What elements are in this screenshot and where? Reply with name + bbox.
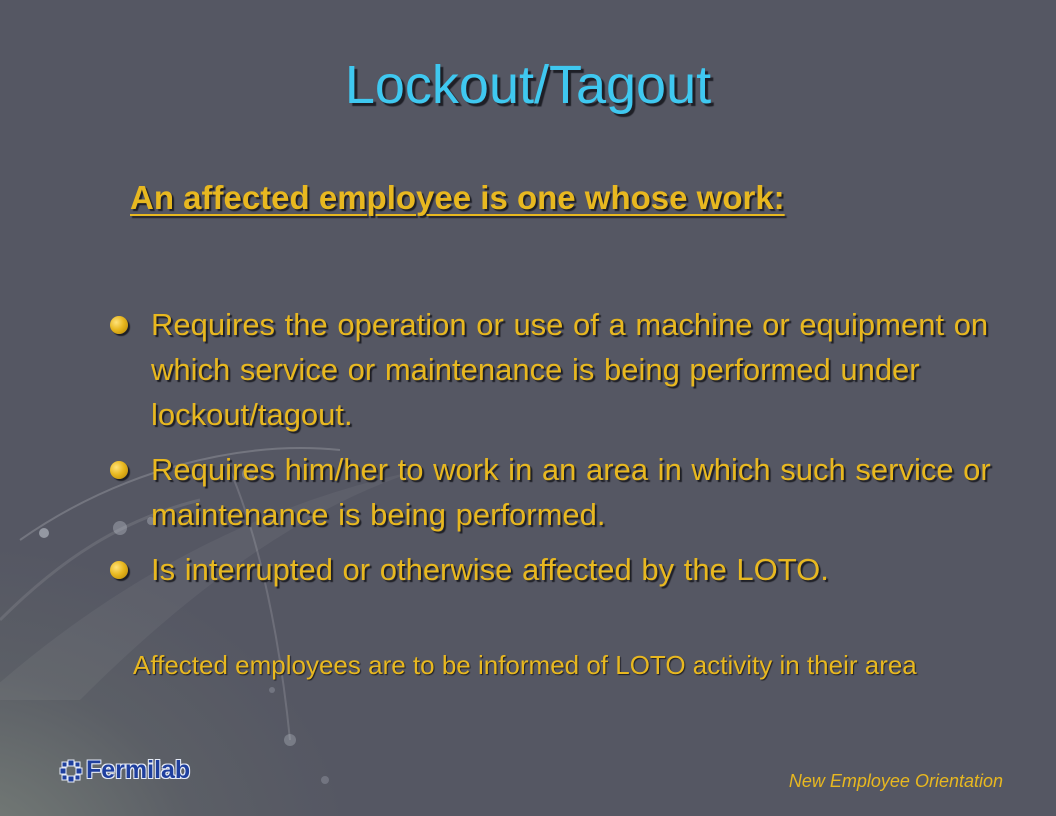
slide-title: Lockout/Tagout xyxy=(344,55,712,115)
logo-text: Fermilab xyxy=(86,756,191,784)
bullet-text: Requires the operation or use of a machine or equipment on which service or maintenance is being performed under lockout/tagout. xyxy=(151,307,989,432)
bullet-item xyxy=(110,447,1035,537)
note-text: Affected employees are to be informed of LOTO activity in their area xyxy=(133,650,917,680)
bullet-text: Requires him/her to work in an area in which such service or maintenance is being performed. xyxy=(151,452,991,532)
slide-subtitle: An affected employee is one whose work: xyxy=(130,179,785,216)
bullet-dot-icon xyxy=(110,561,128,579)
fermilab-logo xyxy=(58,756,190,785)
bullet-dot-icon xyxy=(110,316,128,334)
fermilab-logo-icon xyxy=(58,758,84,784)
footer-caption: New Employee Orientation xyxy=(788,771,1003,791)
bullet-item xyxy=(110,302,1035,437)
bullet-text: Is interrupted or otherwise affected by the LOTO. xyxy=(151,552,829,587)
bullet-list xyxy=(110,302,1035,602)
bullet-item xyxy=(110,547,1035,592)
bullet-dot-icon xyxy=(110,461,128,479)
